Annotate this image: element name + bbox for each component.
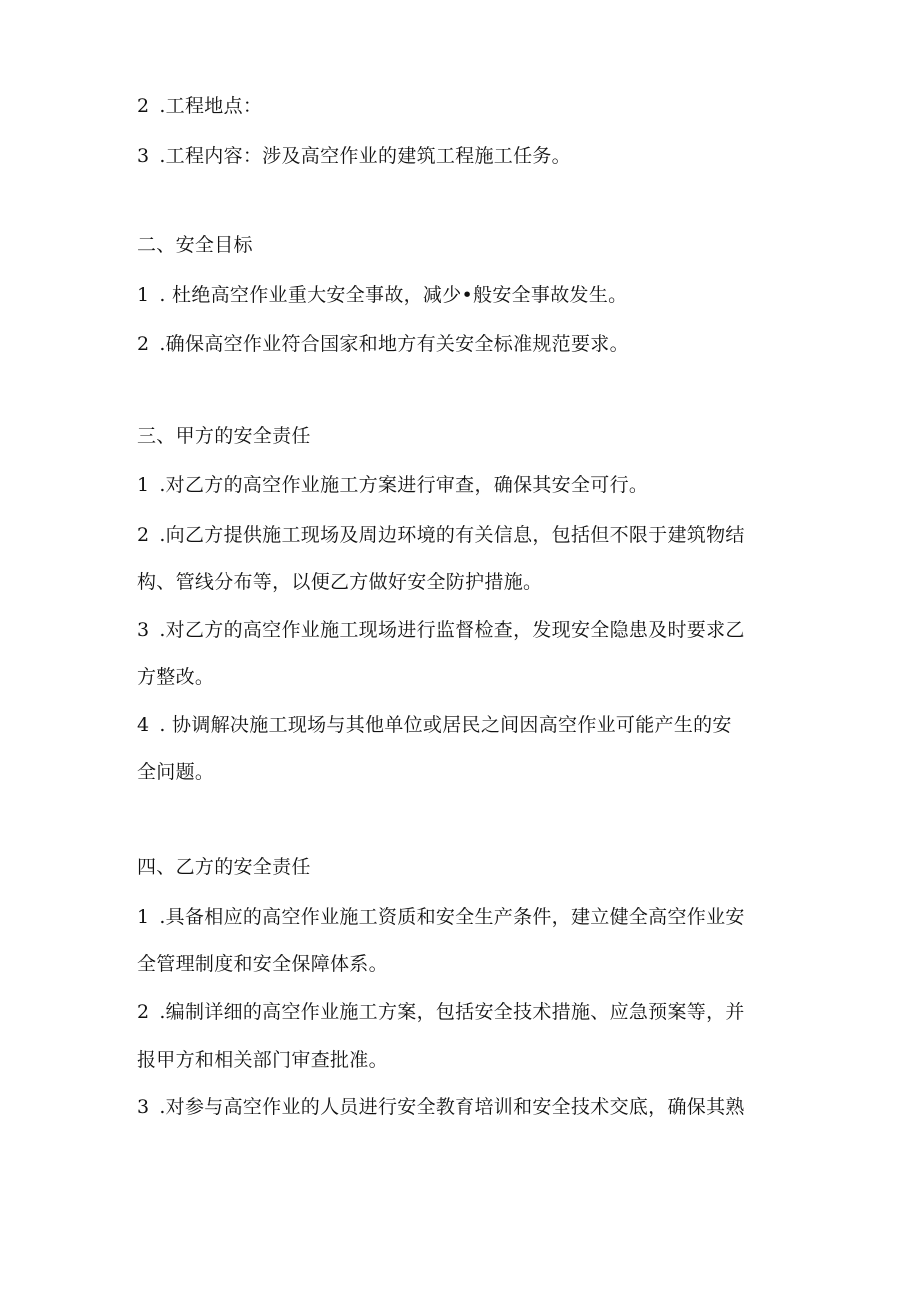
item-text: .工程地点： bbox=[153, 95, 263, 117]
item-text: .具备相应的高空作业施工资质和安全生产条件，建立健全高空作业安 bbox=[153, 906, 745, 928]
item-number: 1 bbox=[137, 906, 150, 928]
item-number: 2 bbox=[137, 333, 150, 355]
item-number: 2 bbox=[137, 95, 150, 117]
item-text: . 协调解决施工现场与其他单位或居民之间因高空作业可能产生的安 bbox=[153, 714, 732, 736]
item-number: 4 bbox=[137, 714, 150, 736]
list-item bbox=[137, 713, 732, 737]
item-number: 3 bbox=[137, 619, 150, 641]
item-number: 2 bbox=[137, 1001, 150, 1023]
item-text: .工程内容：涉及高空作业的建筑工程施工任务。 bbox=[153, 145, 571, 167]
item-number: 2 bbox=[137, 524, 150, 546]
item-continuation: 方整改。 bbox=[137, 666, 215, 688]
list-item bbox=[137, 473, 648, 497]
item-number: 3 bbox=[137, 1096, 150, 1118]
list-item bbox=[137, 905, 745, 929]
list-item bbox=[137, 94, 262, 118]
item-number: 1 bbox=[137, 474, 150, 496]
section-heading: 三、甲方的安全责任 bbox=[137, 425, 311, 447]
item-continuation: 构、管线分布等，以便乙方做好安全防护措施。 bbox=[137, 571, 543, 593]
list-item bbox=[137, 283, 627, 307]
item-text: . 杜绝高空作业重大安全事故，减少•般安全事故发生。 bbox=[153, 284, 628, 306]
list-item bbox=[137, 1000, 745, 1024]
item-continuation: 报甲方和相关部门审查批准。 bbox=[137, 1049, 388, 1071]
item-text: .对乙方的高空作业施工现场进行监督检查，发现安全隐患及时要求乙 bbox=[153, 619, 745, 641]
list-item bbox=[137, 618, 745, 642]
list-item bbox=[137, 332, 629, 356]
list-item bbox=[137, 144, 571, 168]
item-text: .确保高空作业符合国家和地方有关安全标准规范要求。 bbox=[153, 333, 629, 355]
list-item bbox=[137, 1095, 745, 1119]
item-text: .对参与高空作业的人员进行安全教育培训和安全技术交底，确保其熟 bbox=[153, 1096, 745, 1118]
item-number: 1 bbox=[137, 284, 150, 306]
section-heading: 二、安全目标 bbox=[137, 234, 253, 256]
item-text: .编制详细的高空作业施工方案，包括安全技术措施、应急预案等，并 bbox=[153, 1001, 745, 1023]
item-continuation: 全问题。 bbox=[137, 761, 215, 783]
item-continuation: 全管理制度和安全保障体系。 bbox=[137, 953, 388, 975]
section-heading: 四、乙方的安全责任 bbox=[137, 856, 311, 878]
item-number: 3 bbox=[137, 145, 150, 167]
list-item bbox=[137, 523, 745, 547]
item-text: .向乙方提供施工现场及周边环境的有关信息，包括但不限于建筑物结 bbox=[153, 524, 745, 546]
item-text: .对乙方的高空作业施工方案进行审查，确保其安全可行。 bbox=[153, 474, 649, 496]
